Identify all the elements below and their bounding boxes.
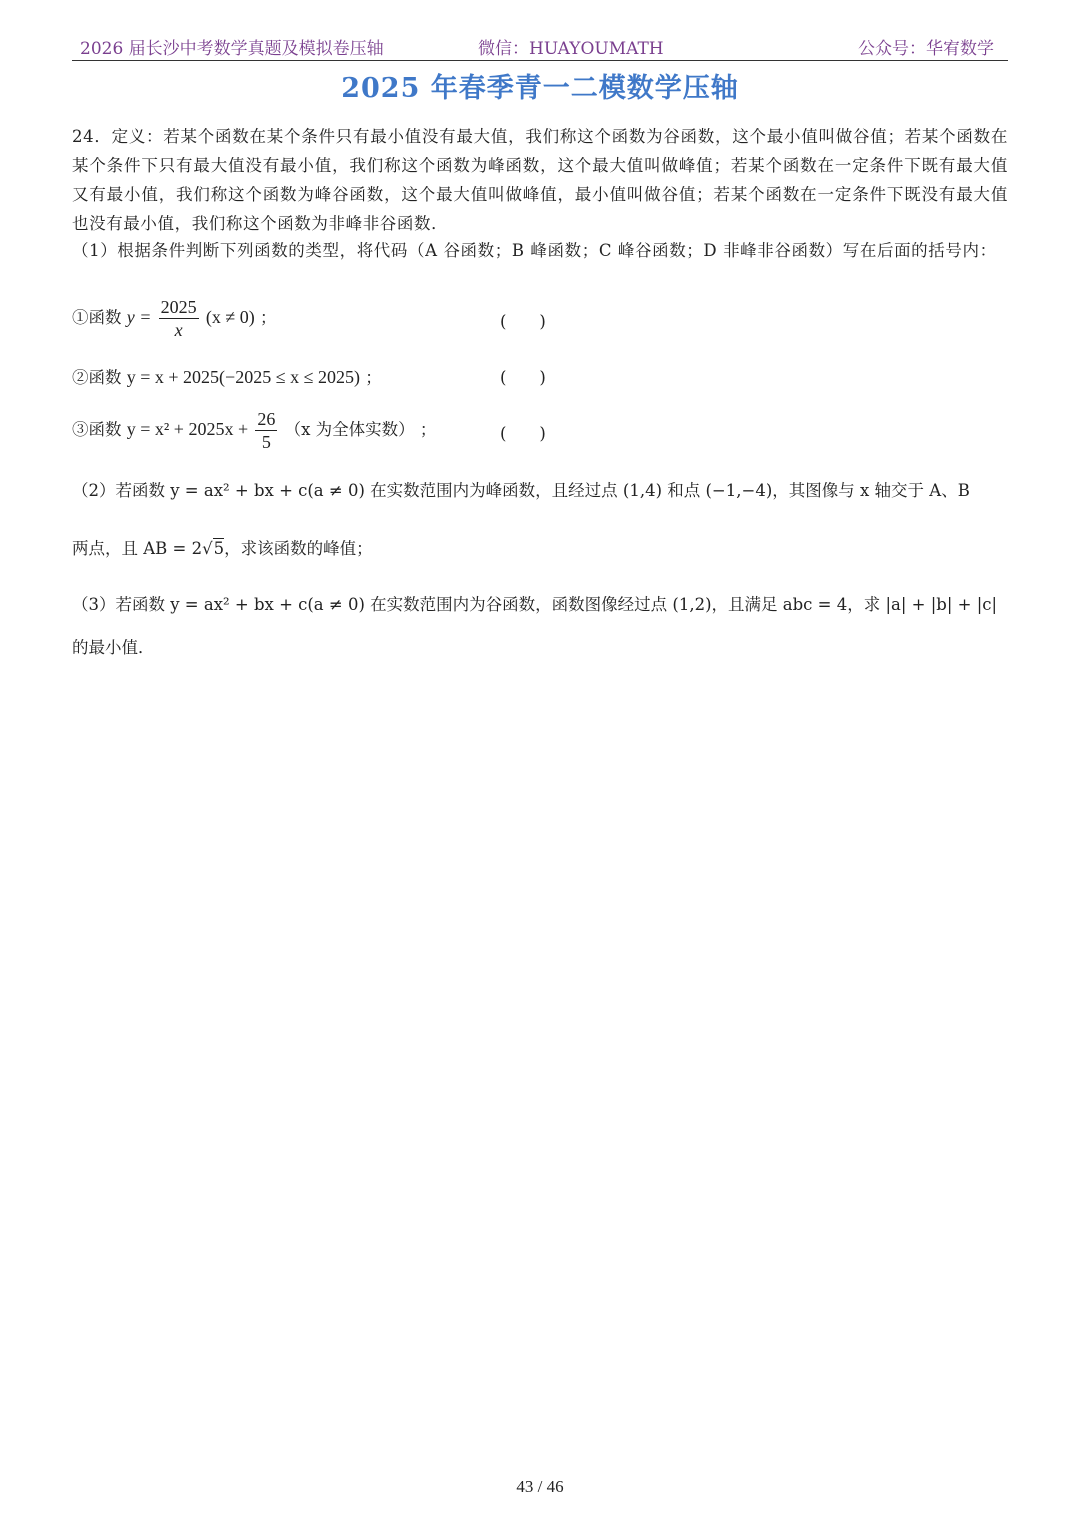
sqrt-symbol: √ <box>202 539 213 558</box>
item-2 <box>72 364 382 388</box>
item-1 <box>72 296 277 341</box>
part1-instruction: （1）根据条件判断下列函数的类型，将代码（A 谷函数；B 峰函数；C 峰谷函数；D 非峰非谷函数）写在后面的括号内： <box>72 241 997 260</box>
fraction-numerator: 26 <box>257 409 276 429</box>
item-1-prefix: ①函数 <box>72 308 122 327</box>
part3-line-2: 的最小值． <box>72 638 155 657</box>
part2-line-2 <box>72 535 373 559</box>
part2-line-1: （2）若函数 y = ax² + bx + c(a ≠ 0) 在实数范围内为峰函数，且经过点 (1,4) 和点 (−1,−4)，其图像与 x 轴交于 A、B <box>72 481 970 500</box>
item-1-suffix: ； <box>260 308 277 327</box>
part3-line-1: （3）若函数 y = ax² + bx + c(a ≠ 0) 在实数范围内为谷函数，函数图像经过点 (1,2)，且满足 abc = 4，求 |a| + |b| + |c| <box>72 595 998 614</box>
item-2-expression: y = x + 2025(−2025 ≤ x ≤ 2025) <box>126 367 360 387</box>
item-3-suffix: ； <box>419 420 437 439</box>
sqrt-radicand: 5 <box>213 539 225 558</box>
page-number: 43 / 46 <box>516 1477 564 1496</box>
fraction-numerator: 2025 <box>160 297 197 317</box>
item-3-fraction <box>255 408 277 453</box>
item-3-answer-blank: ( ) <box>500 424 546 443</box>
part2-line-2-start: 两点，且 AB = 2 <box>72 539 203 558</box>
item-1-answer-blank: ( ) <box>500 312 546 331</box>
item-1-condition: (x ≠ 0) <box>205 307 255 327</box>
item-2-answer-blank: ( ) <box>500 368 546 387</box>
fraction-denominator: x <box>174 320 183 340</box>
item-1-lhs: y = <box>126 307 152 327</box>
header-series-title: 2026 届长沙中考数学真题及模拟卷压轴 <box>80 39 384 59</box>
item-3-prefix: ③函数 <box>72 420 122 439</box>
item-3-condition: （x 为全体实数） <box>284 420 415 439</box>
question-intro: 24．定义：若某个函数在某个条件只有最小值没有最大值，我们称这个函数为谷函数，这个最小值叫做谷值；若某个函数在某个条件下只有最大值没有最小值，我们称这个函数为峰函数，这个最大值叫做峰值；若某个函数在一定条件下既有最大值又有最小值，我们称这个函数为峰谷函数，这个最大值叫做峰值，最小值叫做谷值；若某个函数在一定条件下既没有最大值也没有最小值，我们称这个函数为非峰非谷函数． <box>72 127 1008 233</box>
item-1-fraction <box>159 296 199 341</box>
header-account: 公众号：华宥数学 <box>858 39 994 59</box>
item-3 <box>72 408 436 453</box>
part2-line-2-end: ，求该函数的峰值； <box>224 539 373 558</box>
fraction-denominator: 5 <box>261 432 271 452</box>
item-2-suffix: ； <box>365 368 382 387</box>
item-2-prefix: ②函数 <box>72 368 122 387</box>
page-title: 2025 年春季青一二模数学压轴 <box>341 73 739 104</box>
header-wechat: 微信：HUAYOUMATH <box>478 39 664 59</box>
item-3-lhs: y = x² + 2025x + <box>126 419 249 439</box>
page-header <box>72 30 1008 61</box>
